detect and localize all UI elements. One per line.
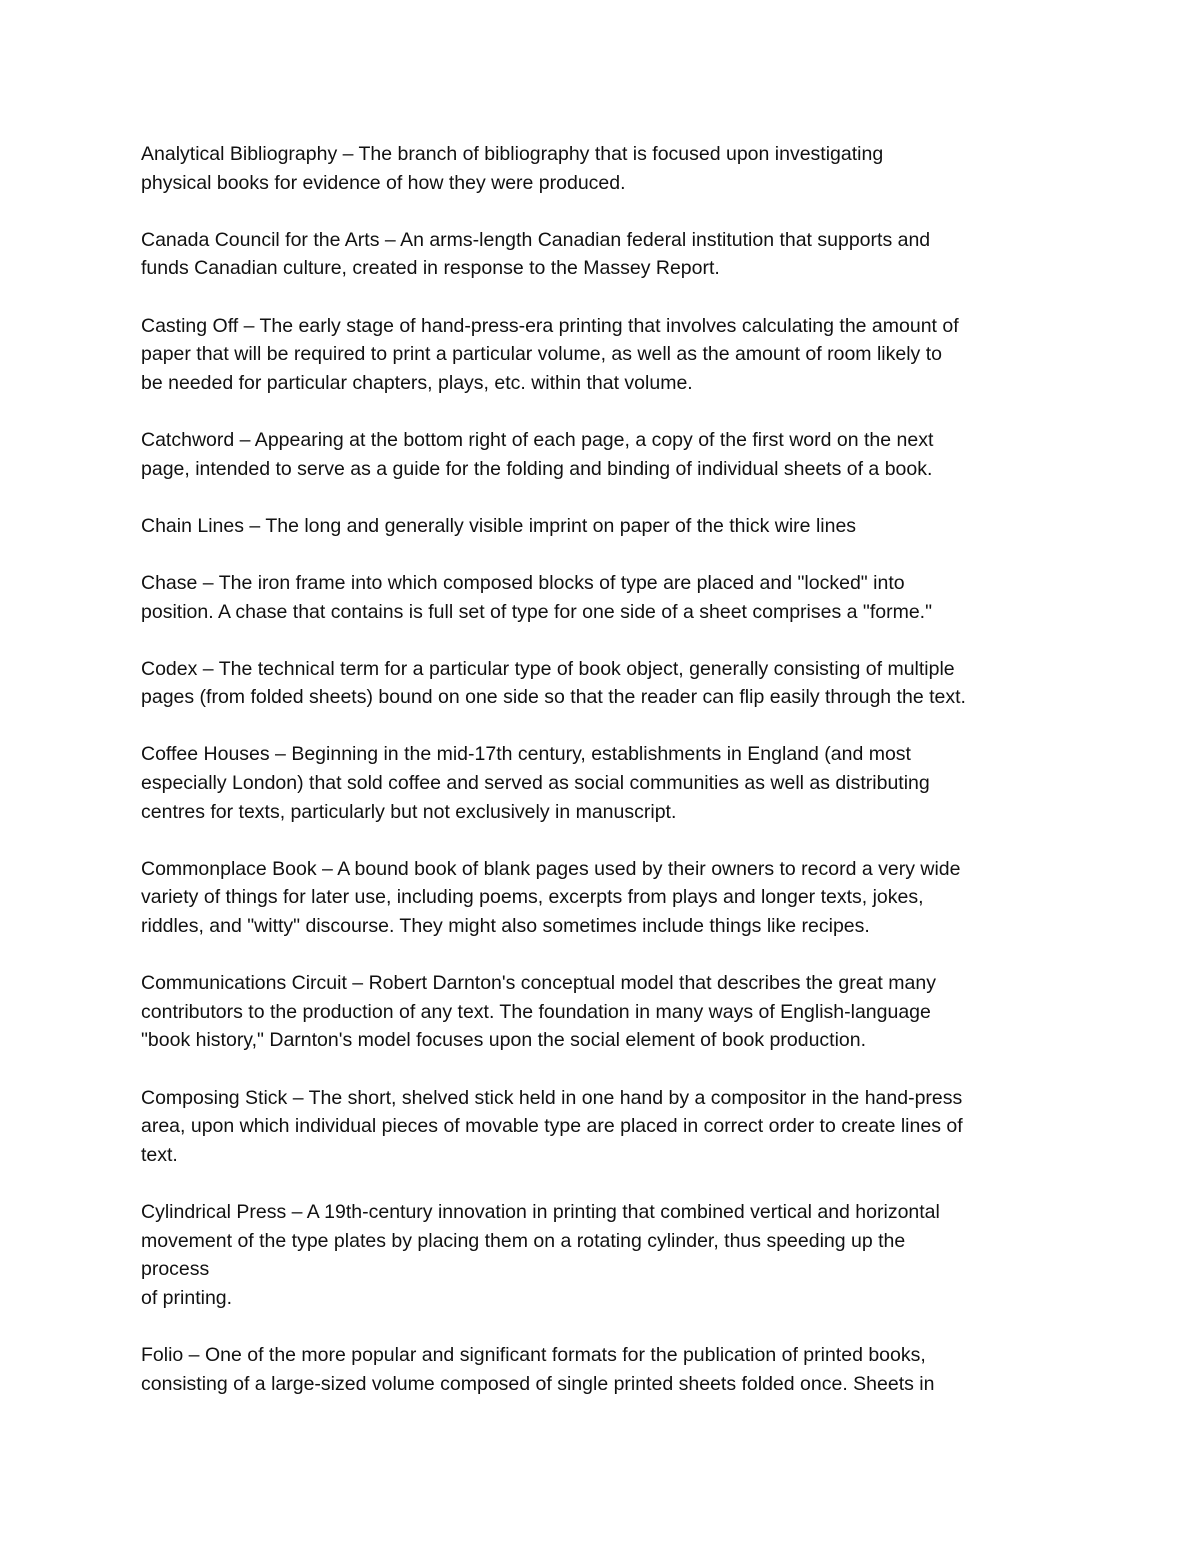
entry-folio bbox=[141, 1341, 1071, 1398]
text-line: contributors to the production of any text. The foundation in many ways of English-language bbox=[141, 1000, 931, 1023]
text-line: process bbox=[141, 1258, 210, 1281]
text-line: page, intended to serve as a guide for the folding and binding of individual sheets of a book. bbox=[141, 457, 933, 480]
text-line: funds Canadian culture, created in response to the Massey Report. bbox=[141, 257, 720, 280]
entry-chain-lines bbox=[141, 512, 1071, 541]
text-line: riddles, and "witty" discourse. They might also sometimes include things like recipes. bbox=[141, 915, 870, 938]
text-line: Analytical Bibliography – The branch of bibliography that is focused upon investigating bbox=[141, 143, 884, 165]
entry-chase bbox=[141, 569, 1071, 626]
text-line: consisting of a large-sized volume composed of single printed sheets folded once. Sheets in bbox=[141, 1372, 935, 1395]
glossary-text bbox=[141, 140, 1071, 1427]
text-line: pages (from folded sheets) bound on one side so that the reader can flip easily through the text. bbox=[141, 686, 966, 709]
text-line: "book history," Darnton's model focuses upon the social element of book production. bbox=[141, 1029, 867, 1052]
text-line: Catchword – Appearing at the bottom right of each page, a copy of the first word on the next bbox=[141, 428, 934, 451]
text-line: of printing. bbox=[141, 1286, 233, 1309]
text-line: Commonplace Book – A bound book of blank pages used by their owners to record a very wide bbox=[141, 857, 961, 880]
entry-communications-circuit bbox=[141, 969, 1071, 1055]
text-line: position. A chase that contains is full set of type for one side of a sheet comprises a "forme." bbox=[141, 600, 933, 623]
entry-analytical-bibliography bbox=[141, 140, 1071, 197]
entry-composing-stick bbox=[141, 1084, 1071, 1170]
text-line: paper that will be required to print a particular volume, as well as the amount of room likely to bbox=[141, 343, 942, 366]
text-line: Chase – The iron frame into which composed blocks of type are placed and "locked" into bbox=[141, 571, 905, 594]
text-line: Casting Off – The early stage of hand-press-era printing that involves calculating the amount of bbox=[141, 314, 959, 337]
text-line: Codex – The technical term for a particular type of book object, generally consisting of multiple bbox=[141, 657, 955, 680]
text-line: especially London) that sold coffee and served as social communities as well as distributing bbox=[141, 772, 930, 795]
entry-cylindrical-press bbox=[141, 1198, 1071, 1312]
text-line: text. bbox=[141, 1143, 178, 1166]
text-line: centres for texts, particularly but not exclusively in manuscript. bbox=[141, 800, 677, 823]
text-line: Cylindrical Press – A 19th-century innovation in printing that combined vertical and horizontal bbox=[141, 1200, 940, 1223]
text-line: Composing Stick – The short, shelved stick held in one hand by a compositor in the hand-press bbox=[141, 1086, 963, 1109]
entry-casting-off bbox=[141, 312, 1071, 398]
text-line: Communications Circuit – Robert Darnton's conceptual model that describes the great many bbox=[141, 972, 936, 995]
text-line: be needed for particular chapters, plays, etc. within that volume. bbox=[141, 371, 693, 394]
text-line: Coffee Houses – Beginning in the mid-17th century, establishments in England (and most bbox=[141, 743, 911, 766]
entry-catchword bbox=[141, 426, 1071, 483]
entry-canada-council bbox=[141, 226, 1071, 283]
text-line: movement of the type plates by placing them on a rotating cylinder, thus speeding up the bbox=[141, 1229, 906, 1252]
text-line: Folio – One of the more popular and significant formats for the publication of printed books, bbox=[141, 1343, 926, 1366]
text-line: physical books for evidence of how they were produced. bbox=[141, 171, 626, 194]
text-line: variety of things for later use, including poems, excerpts from plays and longer texts, jokes, bbox=[141, 886, 924, 909]
entry-coffee-houses bbox=[141, 740, 1071, 826]
text-line: Canada Council for the Arts – An arms-length Canadian federal institution that supports and bbox=[141, 228, 931, 251]
entry-codex bbox=[141, 655, 1071, 712]
entry-commonplace-book bbox=[141, 855, 1071, 941]
text-line: Chain Lines – The long and generally visible imprint on paper of the thick wire lines bbox=[141, 514, 857, 537]
text-line: area, upon which individual pieces of movable type are placed in correct order to create lines of bbox=[141, 1115, 963, 1138]
